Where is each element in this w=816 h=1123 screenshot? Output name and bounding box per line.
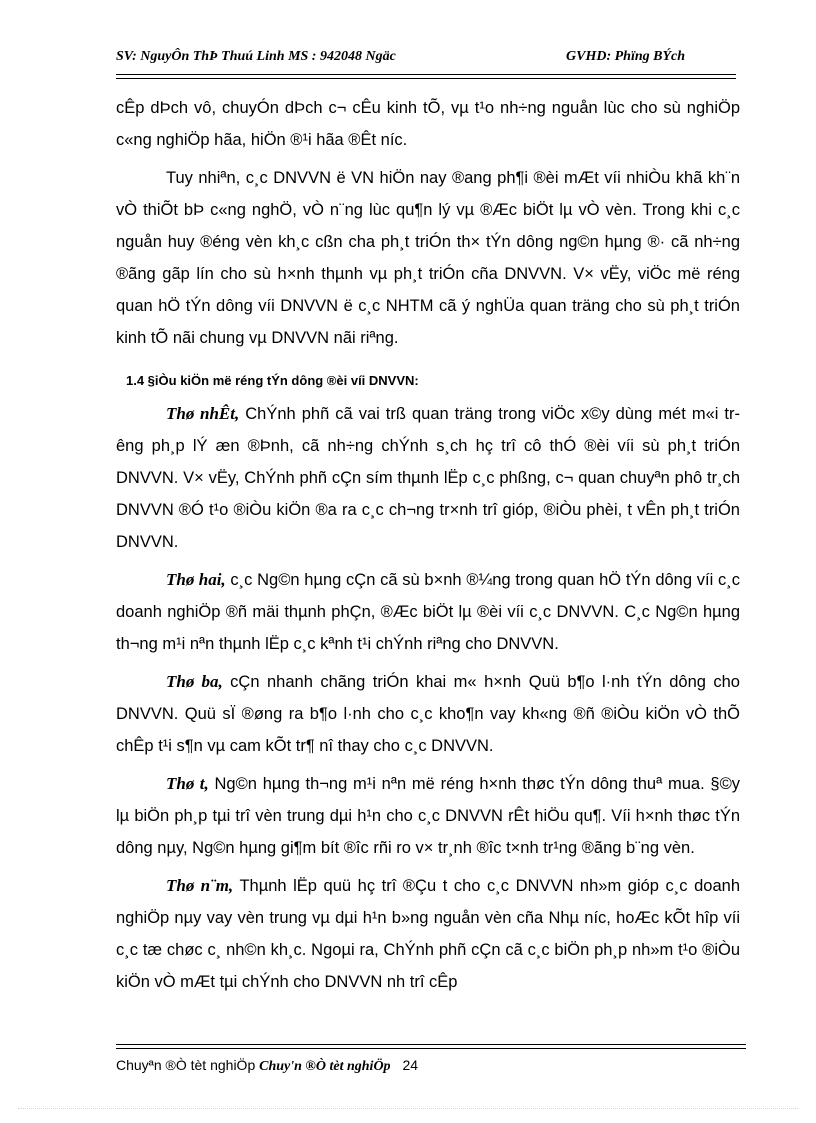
paragraph-first xyxy=(116,398,740,558)
document-body xyxy=(116,92,740,998)
footer-rule-double xyxy=(116,1048,746,1049)
footer-prefix: Chuyªn ®Ò tèt nghiÖp xyxy=(116,1057,256,1073)
paragraph-fourth-text: Ng©n hµng th¬ng m¹i nªn më réng h×nh thøc tÝn dông thuª mua. §©y lµ biÖn ph¸p tµi trî vèn trung dµi h¹n cho c¸c DNVVN rÊt hiÖu qu¶. Víi h×nh thøc tÝn dông nµy, Ng©n hµng gi¶m bít ®îc rñi ro v× tr¸nh ®îc t×nh tr¹ng ®ãng b¨ng vèn. xyxy=(116,775,740,857)
section-title: 1.4 §iÒu kiÖn më réng tÝn dông ®èi víi DNVVN: xyxy=(126,373,419,388)
lead-second: Thø hai, xyxy=(166,570,226,589)
header-rule-double xyxy=(116,78,736,79)
header-advisor: GVHD: Phïng BÝch xyxy=(566,49,686,64)
paragraph-fifth-text: Thµnh lËp quü hç trî ®Çu t cho c¸c DNVVN nh»m gióp c¸c doanh nghiÖp nµy vay vèn trung vµ dµi h¹n b»ng nguån vèn cña Nhµ níc, hoÆc kÕt hîp víi c¸c tæ chøc c¸ nh©n kh¸c. Ngoµi ra, ChÝnh phñ cÇn cã c¸c biÖn ph¸p nh»m t¹o ®iÒu kiÖn vÒ mÆt tµi chÝnh cho DNVVN nh trî cÊp xyxy=(116,877,740,991)
footer xyxy=(116,1056,418,1076)
paragraph-second xyxy=(116,564,740,660)
paragraph-fifth xyxy=(116,870,740,998)
page-edge-dotted xyxy=(18,1108,798,1109)
page-number: 24 xyxy=(402,1057,419,1073)
paragraph-third xyxy=(116,666,740,762)
paragraph-third-text: cÇn nhanh chãng triÓn khai m« h×nh Quü b¶o l·nh tÝn dông cho DNVVN. Quü sÏ ®øng ra b¶o l·nh cho c¸c kho¶n vay kh«ng ®ñ ®iÒu kiÖn vÒ thÕ chÊp t¹i s¶n vµ cam kÕt tr¶ nî thay cho c¸c DNVVN. xyxy=(116,673,740,755)
paragraph-2: Tuy nhiªn, c¸c DNVVN ë VN hiÖn nay ®ang ph¶i ®èi mÆt víi nhiÒu khã kh¨n vÒ thiÕt bÞ c«ng nghÖ, vÒ n¨ng lùc qu¶n lý vµ ®Æc biÖt lµ vÒ vèn. Trong khi c¸c nguån huy ®éng vèn kh¸c cßn cha ph¸t triÓn th× tÝn dông ng©n hµng ®· cã nh÷ng ®ãng gãp lín cho sù h×nh thµnh vµ ph¸t triÓn cña DNVVN. V× vËy, viÖc më réng quan hÖ tÝn dông víi DNVVN ë c¸c NHTM cã ý nghÜa quan träng cho sù ph¸t triÓn kinh tÕ nãi chung vµ DNVVN nãi riªng. xyxy=(116,169,740,347)
header-rule xyxy=(116,74,736,75)
paragraph-fourth xyxy=(116,768,740,864)
footer-rule xyxy=(116,1044,746,1045)
lead-third: Thø ba, xyxy=(166,672,223,691)
paragraph-second-text: c¸c Ng©n hµng cÇn cã sù b×nh ®¼ng trong quan hÖ tÝn dông víi c¸c doanh nghiÖp ®ñ mäi thµnh phÇn, ®Æc biÖt lµ ®èi víi c¸c DNVVN. C¸c Ng©n hµng th¬ng m¹i nªn thµnh lËp c¸c kªnh t¹i chÝnh riªng cho DNVVN. xyxy=(116,571,740,653)
paragraph-first-text: ChÝnh phñ cã vai trß quan träng trong viÖc x©y dùng mét m«i trêng ph¸p lÝ æn ®Þnh, cã nh÷ng chÝnh s¸ch hç trî cô thÓ ®èi víi sù ph¸t triÓn DNVVN. V× vËy, ChÝnh phñ cÇn sím thµnh lËp c¸c phßng, c¬ quan chuyªn phô tr¸ch DNVVN ®Ó t¹o ®iÒu kiÖn ®a ra c¸c ch¬ng tr×nh trî gióp, ®iÒu phèi, t vÊn ph¸t triÓn DNVVN. xyxy=(116,405,741,551)
lead-first: Thø nhÊt, xyxy=(166,404,240,423)
lead-fourth: Thø t, xyxy=(166,774,209,793)
paragraph-1: cÊp dÞch vô, chuyÓn dÞch c¬ cÊu kinh tÕ, vµ t¹o nh÷ng nguån lùc cho sù nghiÖp c«ng nghiÖp hãa, hiÖn ®¹i hãa ®Êt níc. xyxy=(116,99,740,149)
footer-title: Chuy'n ®Ò tèt nghiÖp xyxy=(259,1059,391,1074)
lead-fifth: Thø n¨m, xyxy=(166,876,234,895)
header-student: SV: NguyÔn ThÞ Thuú Linh MS : 942048 Ngäc xyxy=(116,49,396,64)
